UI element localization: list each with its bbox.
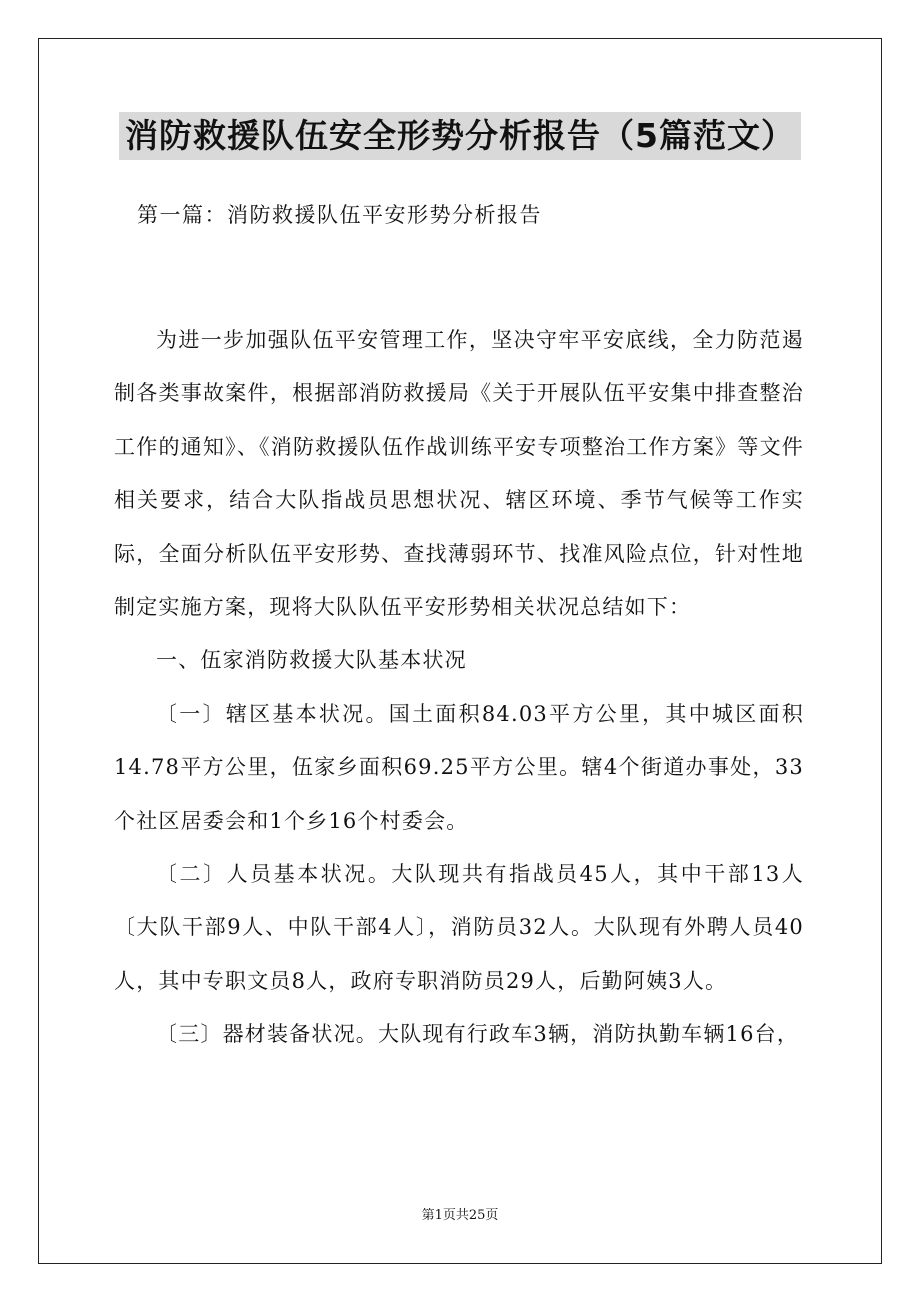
page-footer [0,1206,920,1226]
page-number: 第1页 [421,1208,456,1223]
paragraph-personnel-status: 〔二〕人员基本状况。大队现共有指战员45人，其中干部13人〔大队干部9人、中队干部4人〕，消防员32人。大队现有外聘人员40人，其中专职文员8人，政府专职消防员29人，后勤阿姨3人。 [114,862,804,993]
paragraph-equipment-status: 〔三〕器材装备状况。大队现有行政车3辆，消防执勤车辆16台， [156,1022,800,1047]
title-container [0,112,920,160]
paragraph-district-status: 〔一〕辖区基本状况。国土面积84.03平方公里，其中城区面积14.78平方公里，伍家乡面积69.25平方公里。辖4个街道办事处，33个社区居委会和1个乡16个村委会。 [114,701,804,833]
heading-basic-status: 一、伍家消防救援大队基本状况 [156,648,467,673]
page-total: 共25页 [455,1208,499,1223]
body-text [114,314,804,1062]
document-title: 消防救援队伍安全形势分析报告（5篇范文） [119,112,801,160]
paragraph-intro: 为进一步加强队伍平安管理工作，坚决守牢平安底线，全力防范遏制各类事故案件，根据部消防救援局《关于开展队伍平安集中排查整治工作的通知》、《消防救援队伍作战训练平安专项整治工作方案》等文件相关要求，结合大队指战员思想状况、辖区环境、季节气候等工作实际，全面分析队伍平安形势、查找薄弱环节、找准风险点位，针对性地制定实施方案，现将大队队伍平安形势相关状况总结如下： [114,328,804,620]
section-subtitle: 第一篇：消防救援队伍平安形势分析报告 [137,203,542,227]
